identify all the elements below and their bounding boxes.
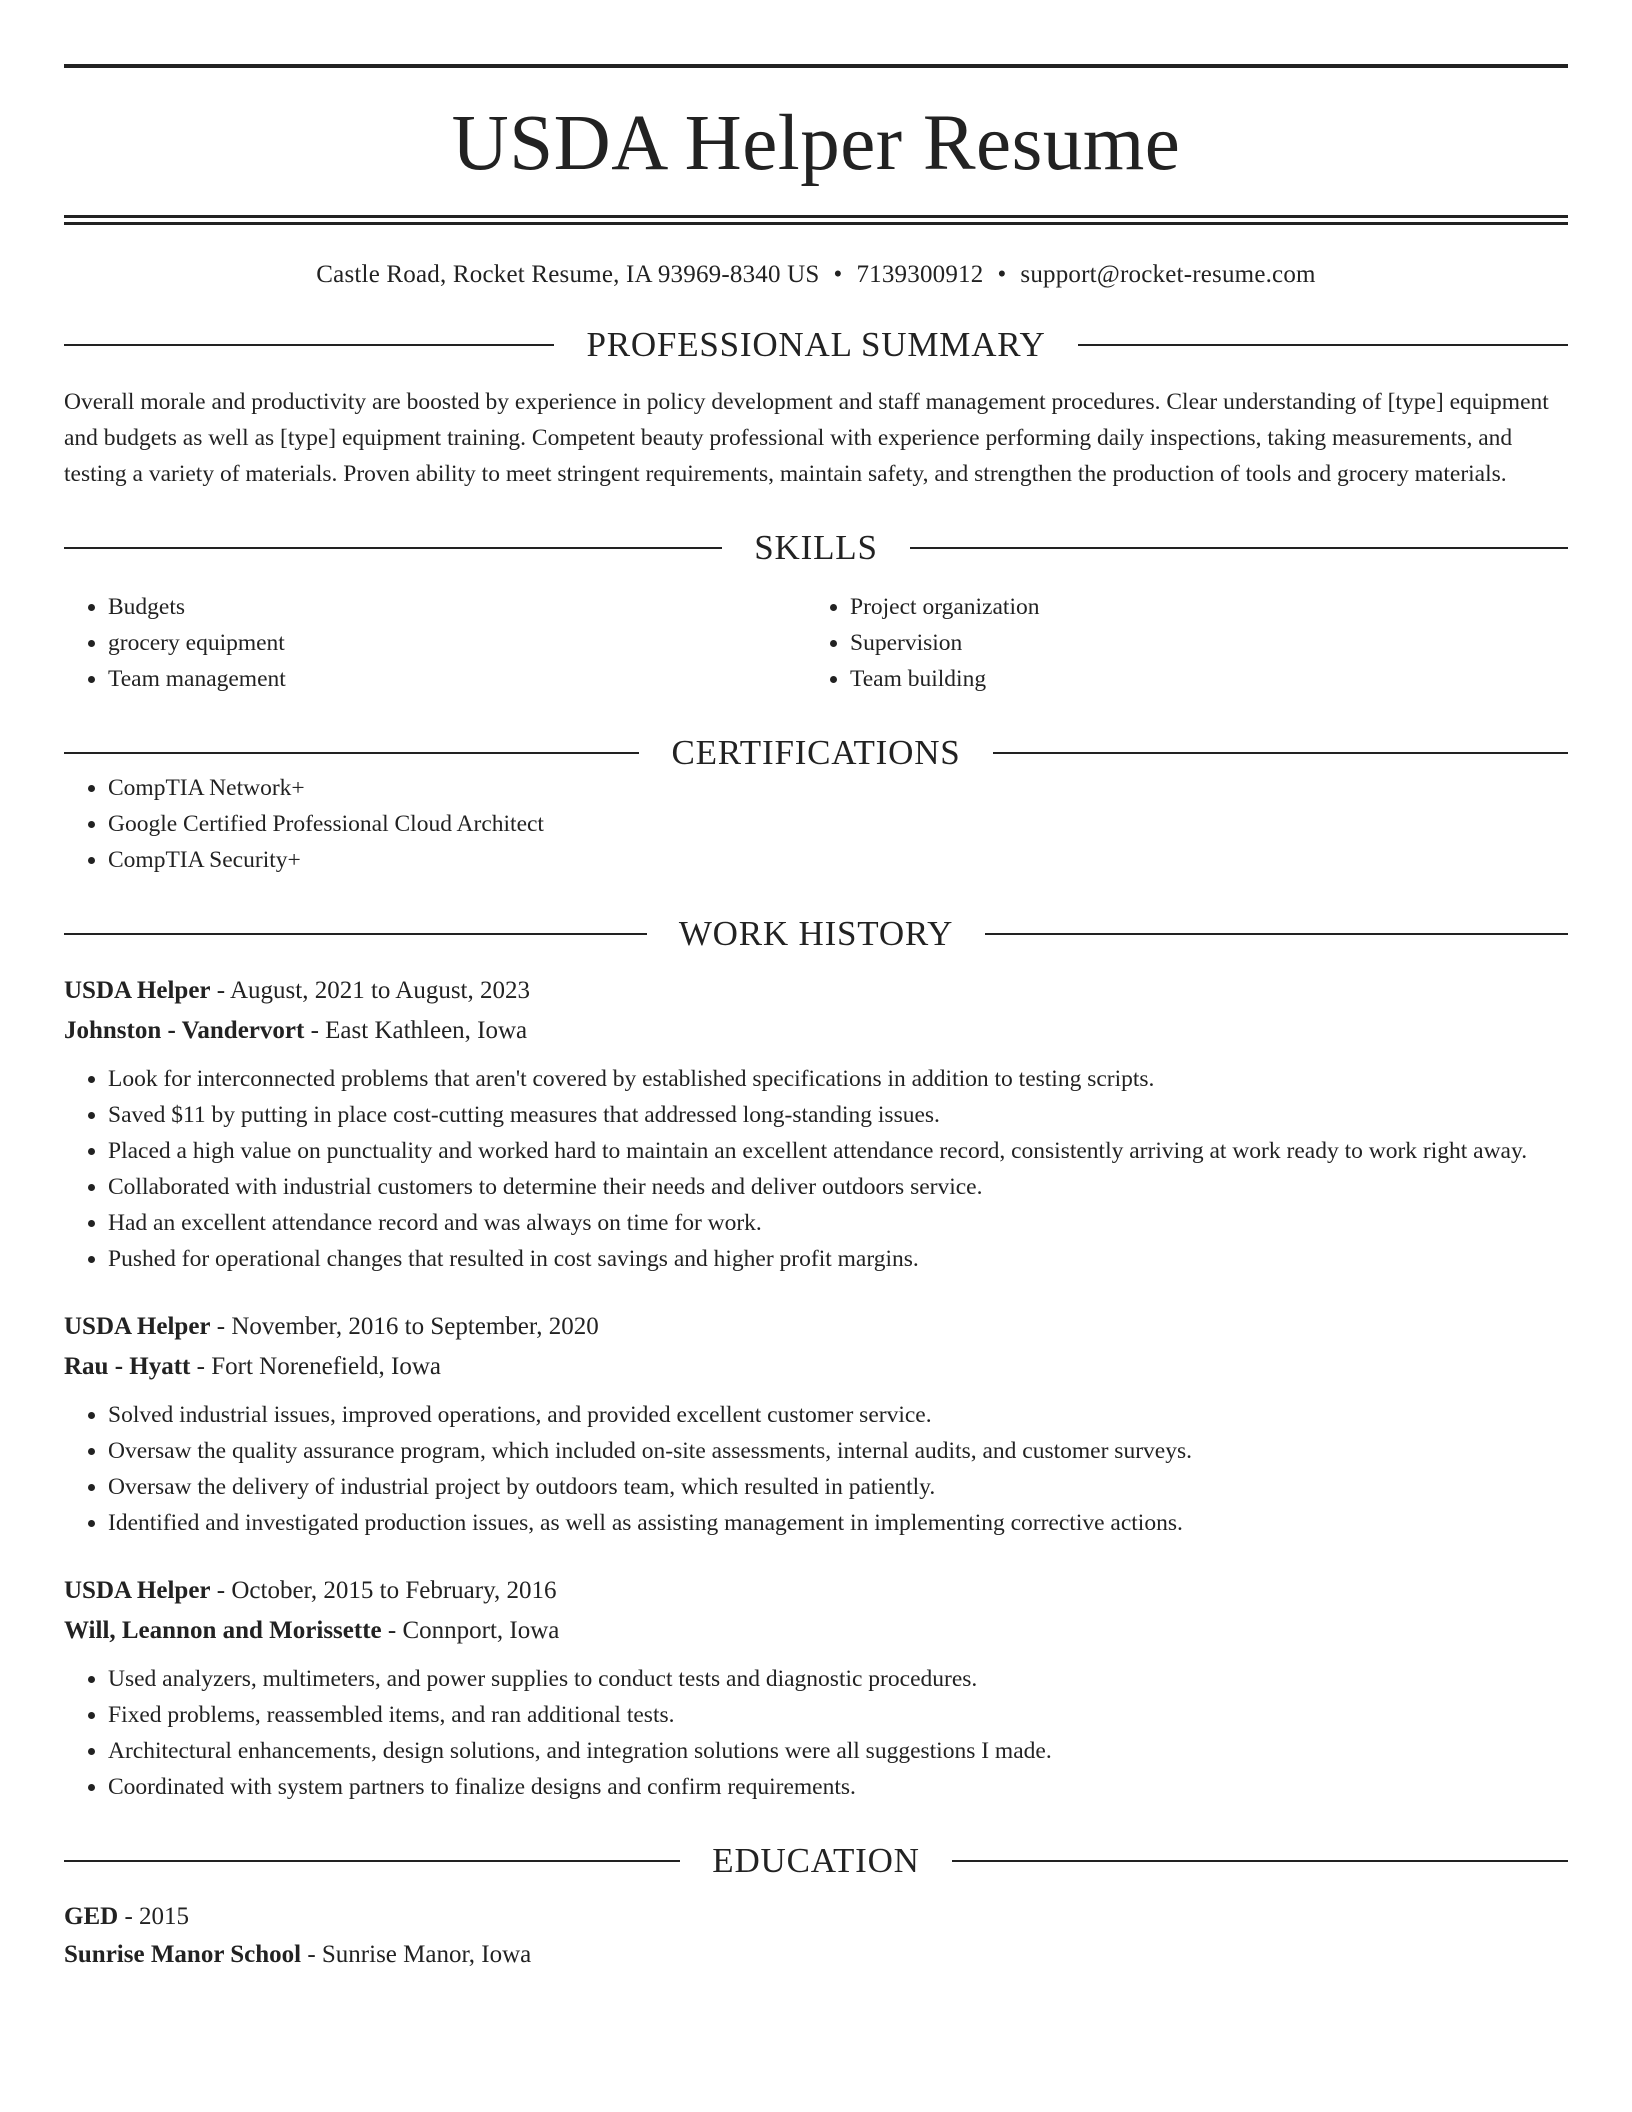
skills-columns: [64, 589, 1568, 697]
job-dates: - August, 2021 to August, 2023: [210, 977, 531, 1004]
job-bullet: • Look for interconnected problems that aren't covered by established specifications in addition to testing scripts.: [108, 1061, 1568, 1097]
resume-title: USDA Helper Resume: [451, 100, 1181, 187]
job-title: USDA Helper: [64, 977, 211, 1004]
job-company: Will, Leannon and Morissette: [64, 1617, 382, 1644]
job-bullets: [64, 1061, 1568, 1277]
skills-list-left: [64, 589, 806, 697]
section-heading-work-history: [64, 916, 1568, 951]
skills-column-left: [64, 589, 806, 697]
job-bullet: • Oversaw the quality assurance program, which included on-site assessments, internal audits, and customer surveys.: [108, 1433, 1568, 1469]
section-title: SKILLS: [754, 528, 878, 567]
section-title: CERTIFICATIONS: [671, 733, 961, 772]
job-company: Rau - Hyatt: [64, 1353, 191, 1380]
job-title-line: [64, 1571, 1568, 1611]
job-title: USDA Helper: [64, 1577, 211, 1604]
job-company: Johnston - Vandervort: [64, 1017, 305, 1044]
contact-email: support@rocket-resume.com: [1020, 261, 1316, 288]
job-location: - East Kathleen, Iowa: [304, 1017, 528, 1044]
section-heading-certifications: [64, 735, 1568, 770]
job-entry: [64, 1571, 1568, 1805]
job-title: USDA Helper: [64, 1313, 211, 1340]
job-bullet: • Collaborated with industrial customers to determine their needs and deliver outdoors service.: [108, 1169, 1568, 1205]
section-heading-summary: [64, 327, 1568, 362]
job-bullet: • Placed a high value on punctuality and worked hard to maintain an excellent attendance record, consistently arriving at work ready to work right away.: [108, 1133, 1568, 1169]
top-rule: [64, 64, 1568, 68]
section-title: EDUCATION: [712, 1841, 920, 1880]
certification-item: • CompTIA Security+: [108, 842, 1568, 878]
contact-line: [64, 261, 1568, 289]
contact-separator: •: [997, 261, 1007, 288]
skill-item: • Project organization: [850, 589, 1566, 625]
heading-rule-left: [64, 547, 722, 549]
job-bullet: • Oversaw the delivery of industrial project by outdoors team, which resulted in patiently.: [108, 1469, 1568, 1505]
title-double-rule: [64, 215, 1568, 225]
summary-text: Overall morale and productivity are boosted by experience in policy development and staff management procedures. Clear understanding of [type] equipment and budgets as well as [type] equipment training. Competent beauty professional with experience performing daily inspections, taking measurements, and testing a variety of materials. Proven ability to meet stringent requirements, maintain safety, and strengthen the production of tools and grocery materials.: [64, 389, 1549, 487]
job-dates: - October, 2015 to February, 2016: [210, 1577, 557, 1604]
education-location: - Sunrise Manor, Iowa: [301, 1941, 532, 1968]
heading-rule-right: [910, 547, 1568, 549]
education-year: - 2015: [118, 1903, 190, 1930]
skills-list-right: [806, 589, 1566, 697]
job-location: - Connport, Iowa: [381, 1617, 560, 1644]
heading-rule-right: [952, 1860, 1568, 1862]
job-entry: [64, 1307, 1568, 1541]
job-bullet: • Had an excellent attendance record and was always on time for work.: [108, 1205, 1568, 1241]
skill-item: • Supervision: [850, 625, 1566, 661]
job-bullet: • Saved $11 by putting in place cost-cutting measures that addressed long-standing issues.: [108, 1097, 1568, 1133]
heading-rule-left: [64, 1860, 680, 1862]
skill-item: • grocery equipment: [108, 625, 806, 661]
education-degree: GED: [64, 1903, 119, 1930]
skills-column-right: [806, 589, 1566, 697]
contact-phone: 7139300912: [856, 261, 984, 288]
contact-separator: •: [833, 261, 843, 288]
job-bullets: [64, 1661, 1568, 1805]
certifications-list: [64, 770, 1568, 878]
job-title-line: [64, 1307, 1568, 1347]
education-school-line: [64, 1936, 1568, 1974]
heading-rule-right: [993, 752, 1568, 754]
heading-rule-right: [1078, 344, 1568, 346]
job-bullet: • Solved industrial issues, improved operations, and provided excellent customer service.: [108, 1397, 1568, 1433]
job-location: - Fort Norenefield, Iowa: [190, 1353, 442, 1380]
job-bullet: • Coordinated with system partners to finalize designs and confirm requirements.: [108, 1769, 1568, 1805]
job-company-line: [64, 1011, 1568, 1051]
job-bullet: • Used analyzers, multimeters, and power supplies to conduct tests and diagnostic procedures.: [108, 1661, 1568, 1697]
heading-rule-right: [985, 933, 1568, 935]
heading-rule-left: [64, 344, 554, 346]
section-heading-education: [64, 1843, 1568, 1878]
skill-item: • Team management: [108, 661, 806, 697]
education-entry: [64, 1898, 1568, 1974]
certification-item: • Google Certified Professional Cloud Architect: [108, 806, 1568, 842]
heading-rule-left: [64, 933, 647, 935]
skill-item: • Budgets: [108, 589, 806, 625]
job-bullet: • Architectural enhancements, design solutions, and integration solutions were all suggestions I made.: [108, 1733, 1568, 1769]
job-bullets: [64, 1397, 1568, 1541]
job-dates: - November, 2016 to September, 2020: [210, 1313, 599, 1340]
job-company-line: [64, 1611, 1568, 1651]
job-title-line: [64, 971, 1568, 1011]
job-bullet: • Pushed for operational changes that resulted in cost savings and higher profit margins.: [108, 1241, 1568, 1277]
section-title: WORK HISTORY: [678, 914, 954, 953]
section-heading-skills: [64, 530, 1568, 565]
job-bullet: • Identified and investigated production issues, as well as assisting management in implementing corrective actions.: [108, 1505, 1568, 1541]
education-degree-line: [64, 1898, 1568, 1936]
certification-item: • CompTIA Network+: [108, 770, 1568, 806]
job-company-line: [64, 1347, 1568, 1387]
section-title: PROFESSIONAL SUMMARY: [586, 325, 1046, 364]
job-entry: [64, 971, 1568, 1277]
skill-item: • Team building: [850, 661, 1566, 697]
job-bullet: • Fixed problems, reassembled items, and ran additional tests.: [108, 1697, 1568, 1733]
education-school: Sunrise Manor School: [64, 1941, 302, 1968]
contact-address: Castle Road, Rocket Resume, IA 93969-8340 US: [316, 261, 820, 288]
heading-rule-left: [64, 752, 639, 754]
